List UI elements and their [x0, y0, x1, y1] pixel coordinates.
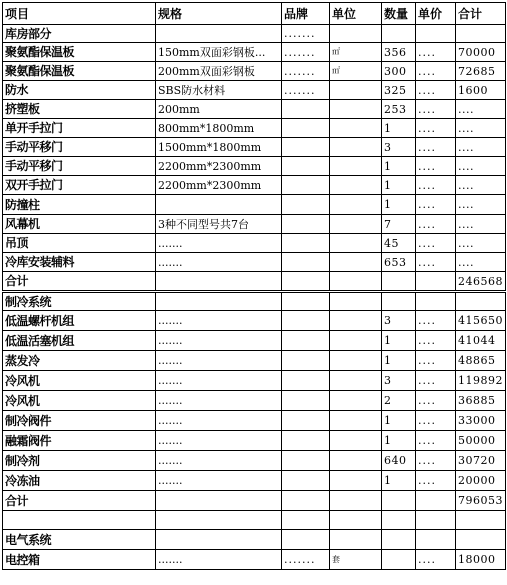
cell-item[interactable]: 聚氨酯保温板	[3, 62, 156, 81]
cell-price[interactable]: ....	[416, 215, 456, 234]
cell-spec[interactable]: .......	[156, 371, 282, 391]
cell-qty[interactable]: 1	[382, 195, 416, 215]
table-row	[3, 550, 506, 570]
cell-price[interactable]: ....	[416, 43, 456, 62]
cell-spec[interactable]: .......	[156, 234, 282, 253]
cell-qty[interactable]: 3	[382, 371, 416, 391]
table-row	[3, 100, 506, 119]
cell-brand[interactable]	[282, 234, 330, 253]
cell-unit[interactable]	[330, 138, 382, 157]
table-row	[3, 451, 506, 471]
cell-item[interactable]: 库房部分	[3, 25, 156, 43]
header-row	[3, 3, 506, 25]
cell-total[interactable]: 119892	[456, 371, 506, 391]
cell-brand[interactable]	[282, 138, 330, 157]
table-row	[3, 292, 506, 311]
cell-unit[interactable]	[330, 81, 382, 100]
cell-unit[interactable]	[330, 411, 382, 431]
cell-unit[interactable]	[330, 511, 382, 530]
cell-unit[interactable]: ㎡	[330, 43, 382, 62]
cell-brand[interactable]: .......	[282, 62, 330, 81]
table-row	[3, 253, 506, 272]
cell-unit[interactable]	[330, 471, 382, 491]
cell-brand[interactable]	[282, 411, 330, 431]
cell-total[interactable]: 246568	[456, 272, 506, 292]
cell-brand[interactable]	[282, 272, 330, 292]
table-row	[3, 311, 506, 331]
cell-total[interactable]: 72685	[456, 62, 506, 81]
cell-qty[interactable]: 1	[382, 431, 416, 451]
cell-price[interactable]: ....	[416, 100, 456, 119]
header-total[interactable]: 合计	[456, 3, 506, 25]
cell-price[interactable]: ....	[416, 176, 456, 195]
quote-table	[2, 2, 506, 570]
cell-qty[interactable]	[382, 292, 416, 311]
cell-spec[interactable]	[156, 272, 282, 292]
cell-item[interactable]: 防撞柱	[3, 195, 156, 215]
cell-unit[interactable]	[330, 311, 382, 331]
table-row	[3, 511, 506, 530]
table-row	[3, 371, 506, 391]
cell-unit[interactable]: 套	[330, 550, 382, 570]
cell-unit[interactable]	[330, 215, 382, 234]
cell-item[interactable]: 电控箱	[3, 550, 156, 570]
cell-brand[interactable]	[282, 119, 330, 138]
cell-qty[interactable]: 300	[382, 62, 416, 81]
cell-spec[interactable]: .......	[156, 550, 282, 570]
cell-item[interactable]: 制冷系统	[3, 292, 156, 311]
cell-total[interactable]: 41044	[456, 331, 506, 351]
cell-qty[interactable]: 1	[382, 471, 416, 491]
cell-item[interactable]: 冷冻油	[3, 471, 156, 491]
table-row	[3, 195, 506, 215]
cell-item[interactable]: 聚氨酯保温板	[3, 43, 156, 62]
cell-spec[interactable]: 200mm	[156, 100, 282, 119]
cell-item[interactable]: 冷库安装辅料	[3, 253, 156, 272]
cell-item[interactable]: 手动平移门	[3, 157, 156, 176]
cell-spec[interactable]: 200mm双面彩钢板	[156, 62, 282, 81]
cell-unit[interactable]	[330, 451, 382, 471]
cell-price[interactable]	[416, 530, 456, 550]
table-row	[3, 81, 506, 100]
table-row	[3, 157, 506, 176]
cell-unit[interactable]: ㎡	[330, 62, 382, 81]
cell-brand[interactable]	[282, 391, 330, 411]
cell-spec[interactable]: .......	[156, 431, 282, 451]
cell-spec[interactable]: SBS防水材料	[156, 81, 282, 100]
cell-item[interactable]: 低温活塞机组	[3, 331, 156, 351]
table-row	[3, 25, 506, 43]
cell-unit[interactable]	[330, 176, 382, 195]
cell-unit[interactable]	[330, 25, 382, 43]
cell-unit[interactable]	[330, 119, 382, 138]
cell-spec[interactable]	[156, 25, 282, 43]
cell-item[interactable]: 蒸发冷	[3, 351, 156, 371]
cell-total[interactable]: 50000	[456, 431, 506, 451]
cell-spec[interactable]: .......	[156, 253, 282, 272]
cell-price[interactable]: ....	[416, 311, 456, 331]
cell-total[interactable]	[456, 292, 506, 311]
cell-qty[interactable]: 1	[382, 119, 416, 138]
cell-item[interactable]: 冷风机	[3, 391, 156, 411]
cell-price[interactable]: ....	[416, 253, 456, 272]
cell-price[interactable]: ....	[416, 81, 456, 100]
table-row	[3, 215, 506, 234]
cell-price[interactable]	[416, 25, 456, 43]
cell-qty[interactable]	[382, 25, 416, 43]
cell-qty[interactable]: 1	[382, 331, 416, 351]
cell-spec[interactable]: 2200mm*2300mm	[156, 157, 282, 176]
cell-unit[interactable]	[330, 530, 382, 550]
cell-total[interactable]: ....	[456, 215, 506, 234]
cell-brand[interactable]	[282, 491, 330, 511]
cell-item[interactable]: 挤塑板	[3, 100, 156, 119]
cell-unit[interactable]	[330, 431, 382, 451]
cell-item[interactable]: 冷风机	[3, 371, 156, 391]
cell-qty[interactable]: 2	[382, 391, 416, 411]
cell-qty[interactable]	[382, 550, 416, 570]
cell-price[interactable]	[416, 511, 456, 530]
cell-item[interactable]: 吊顶	[3, 234, 156, 253]
cell-qty[interactable]	[382, 530, 416, 550]
cell-item[interactable]: 防水	[3, 81, 156, 100]
cell-total[interactable]: 30720	[456, 451, 506, 471]
cell-qty[interactable]: 640	[382, 451, 416, 471]
header-spec[interactable]: 规格	[156, 3, 282, 25]
cell-item[interactable]: 双开手拉门	[3, 176, 156, 195]
cell-total[interactable]: 415650	[456, 311, 506, 331]
table-row	[3, 331, 506, 351]
header-item[interactable]: 项目	[3, 3, 156, 25]
cell-price[interactable]: ....	[416, 331, 456, 351]
table-row	[3, 119, 506, 138]
cell-brand[interactable]	[282, 292, 330, 311]
cell-unit[interactable]	[330, 351, 382, 371]
cell-brand[interactable]: .......	[282, 43, 330, 62]
cell-spec[interactable]: .......	[156, 411, 282, 431]
cell-unit[interactable]	[330, 100, 382, 119]
cell-spec[interactable]	[156, 195, 282, 215]
cell-spec[interactable]: .......	[156, 451, 282, 471]
cell-spec[interactable]: 1500mm*1800mm	[156, 138, 282, 157]
cell-total[interactable]: 70000	[456, 43, 506, 62]
cell-unit[interactable]	[330, 272, 382, 292]
cell-brand[interactable]	[282, 195, 330, 215]
cell-spec[interactable]	[156, 511, 282, 530]
cell-total[interactable]	[456, 25, 506, 43]
header-qty[interactable]: 数量	[382, 3, 416, 25]
table-row	[3, 176, 506, 195]
cell-spec[interactable]	[156, 530, 282, 550]
cell-brand[interactable]	[282, 253, 330, 272]
quote-sheet	[2, 2, 506, 570]
cell-total[interactable]: ....	[456, 100, 506, 119]
cell-item[interactable]	[3, 511, 156, 530]
cell-item[interactable]: 制冷剂	[3, 451, 156, 471]
table-row	[3, 43, 506, 62]
cell-total[interactable]: ....	[456, 176, 506, 195]
table-row	[3, 138, 506, 157]
cell-total[interactable]: ....	[456, 253, 506, 272]
cell-total[interactable]: ....	[456, 157, 506, 176]
table-row	[3, 234, 506, 253]
header-unit[interactable]: 单位	[330, 3, 382, 25]
cell-unit[interactable]	[330, 234, 382, 253]
cell-qty[interactable]: 45	[382, 234, 416, 253]
cell-qty[interactable]: 653	[382, 253, 416, 272]
cell-unit[interactable]	[330, 491, 382, 511]
cell-price[interactable]: ....	[416, 451, 456, 471]
cell-price[interactable]: ....	[416, 371, 456, 391]
table-row	[3, 272, 506, 292]
cell-total[interactable]: 33000	[456, 411, 506, 431]
cell-qty[interactable]: 356	[382, 43, 416, 62]
cell-total[interactable]: 796053	[456, 491, 506, 511]
cell-spec[interactable]: 2200mm*2300mm	[156, 176, 282, 195]
cell-total[interactable]: 1600	[456, 81, 506, 100]
header-price[interactable]: 单价	[416, 3, 456, 25]
cell-price[interactable]	[416, 491, 456, 511]
cell-brand[interactable]	[282, 431, 330, 451]
cell-unit[interactable]	[330, 157, 382, 176]
cell-unit[interactable]	[330, 195, 382, 215]
cell-total[interactable]: 20000	[456, 471, 506, 491]
cell-item[interactable]: 合计	[3, 272, 156, 292]
cell-unit[interactable]	[330, 253, 382, 272]
cell-qty[interactable]: 253	[382, 100, 416, 119]
table-row	[3, 431, 506, 451]
cell-price[interactable]: ....	[416, 351, 456, 371]
cell-spec[interactable]: .......	[156, 351, 282, 371]
cell-total[interactable]: 18000	[456, 550, 506, 570]
cell-unit[interactable]	[330, 331, 382, 351]
cell-price[interactable]: ....	[416, 411, 456, 431]
cell-total[interactable]: ....	[456, 234, 506, 253]
cell-item[interactable]: 电气系统	[3, 530, 156, 550]
cell-spec[interactable]	[156, 491, 282, 511]
cell-qty[interactable]: 3	[382, 311, 416, 331]
cell-total[interactable]	[456, 511, 506, 530]
cell-spec[interactable]: .......	[156, 331, 282, 351]
cell-brand[interactable]	[282, 511, 330, 530]
cell-item[interactable]: 制冷阀件	[3, 411, 156, 431]
table-row	[3, 411, 506, 431]
cell-unit[interactable]	[330, 292, 382, 311]
cell-spec[interactable]: .......	[156, 311, 282, 331]
cell-price[interactable]: ....	[416, 119, 456, 138]
cell-brand[interactable]	[282, 471, 330, 491]
cell-brand[interactable]	[282, 157, 330, 176]
cell-qty[interactable]: 3	[382, 138, 416, 157]
cell-qty[interactable]: 1	[382, 176, 416, 195]
cell-price[interactable]: ....	[416, 391, 456, 411]
cell-spec[interactable]	[156, 292, 282, 311]
cell-brand[interactable]: .......	[282, 81, 330, 100]
cell-qty[interactable]: 1	[382, 411, 416, 431]
cell-total[interactable]: ....	[456, 119, 506, 138]
cell-price[interactable]: ....	[416, 234, 456, 253]
table-row	[3, 351, 506, 371]
cell-qty[interactable]	[382, 511, 416, 530]
cell-brand[interactable]	[282, 215, 330, 234]
cell-item[interactable]: 融霜阀件	[3, 431, 156, 451]
cell-brand[interactable]	[282, 176, 330, 195]
cell-spec[interactable]: .......	[156, 471, 282, 491]
cell-qty[interactable]: 1	[382, 157, 416, 176]
cell-total[interactable]: ....	[456, 195, 506, 215]
cell-brand[interactable]	[282, 451, 330, 471]
cell-brand[interactable]	[282, 371, 330, 391]
cell-brand[interactable]: .......	[282, 550, 330, 570]
cell-item[interactable]: 合计	[3, 491, 156, 511]
cell-brand[interactable]	[282, 100, 330, 119]
cell-brand[interactable]	[282, 311, 330, 331]
cell-total[interactable]: ....	[456, 138, 506, 157]
cell-spec[interactable]: 3种不同型号共7台	[156, 215, 282, 234]
cell-price[interactable]: ....	[416, 431, 456, 451]
cell-price[interactable]: ....	[416, 195, 456, 215]
cell-price[interactable]: ....	[416, 157, 456, 176]
table-row	[3, 62, 506, 81]
cell-qty[interactable]	[382, 272, 416, 292]
table-row	[3, 471, 506, 491]
header-brand[interactable]: 品牌	[282, 3, 330, 25]
cell-qty[interactable]: 325	[382, 81, 416, 100]
cell-price[interactable]: ....	[416, 550, 456, 570]
cell-spec[interactable]: 800mm*1800mm	[156, 119, 282, 138]
cell-unit[interactable]	[330, 391, 382, 411]
cell-item[interactable]: 单开手拉门	[3, 119, 156, 138]
cell-item[interactable]: 手动平移门	[3, 138, 156, 157]
cell-total[interactable]: 48865	[456, 351, 506, 371]
cell-price[interactable]	[416, 272, 456, 292]
cell-total[interactable]	[456, 530, 506, 550]
cell-item[interactable]: 风幕机	[3, 215, 156, 234]
cell-qty[interactable]: 1	[382, 351, 416, 371]
cell-brand[interactable]	[282, 530, 330, 550]
cell-price[interactable]: ....	[416, 62, 456, 81]
cell-brand[interactable]	[282, 351, 330, 371]
cell-price[interactable]: ....	[416, 138, 456, 157]
cell-qty[interactable]	[382, 491, 416, 511]
cell-brand[interactable]: .......	[282, 25, 330, 43]
cell-spec[interactable]: .......	[156, 391, 282, 411]
cell-brand[interactable]	[282, 331, 330, 351]
cell-qty[interactable]: 7	[382, 215, 416, 234]
cell-unit[interactable]	[330, 371, 382, 391]
cell-spec[interactable]: 150mm双面彩钢板...	[156, 43, 282, 62]
cell-total[interactable]: 36885	[456, 391, 506, 411]
cell-price[interactable]	[416, 292, 456, 311]
table-row	[3, 530, 506, 550]
cell-item[interactable]: 低温螺杆机组	[3, 311, 156, 331]
cell-price[interactable]: ....	[416, 471, 456, 491]
table-row	[3, 491, 506, 511]
table-row	[3, 391, 506, 411]
